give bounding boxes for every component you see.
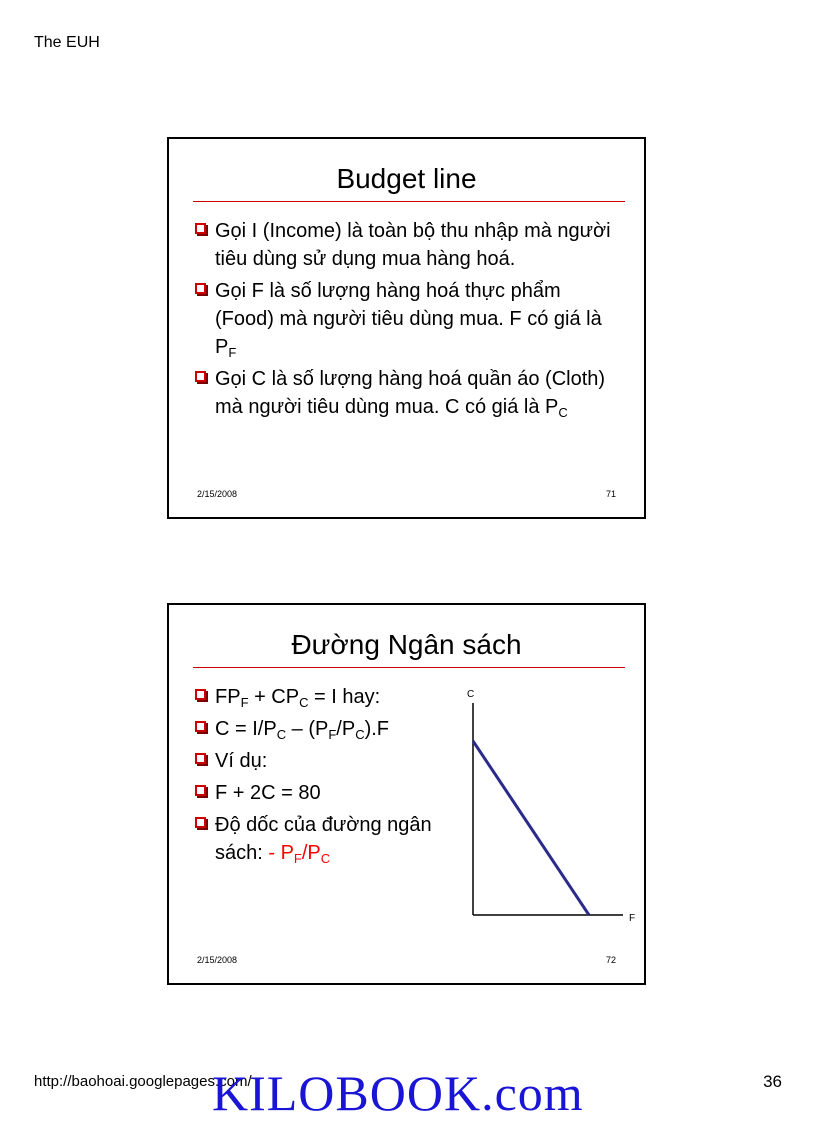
- slide-budget-line: [167, 137, 646, 519]
- slide-date: 2/15/2008: [197, 955, 238, 965]
- square-bullet-icon: [195, 817, 206, 828]
- budget-line: [473, 741, 589, 915]
- bullet-item: $FP_F + CP_C = I$ hay:: [195, 683, 455, 711]
- watermark-logo: KILOBOOK.com: [212, 1065, 584, 1121]
- bullet-list: [195, 683, 455, 871]
- x-axis-label: F: [629, 913, 636, 924]
- square-bullet-icon: [195, 371, 206, 382]
- footer-url: http://baohoai.googlepages.com/: [34, 1073, 252, 1090]
- slide-budget-line-vn: [167, 603, 646, 985]
- bullet-item: Gọi F là số lượng hàng hoá thực phẩm (Food) mà người tiêu dùng mua. F có giá là $P_F$: [195, 277, 625, 361]
- title-divider: [193, 667, 625, 668]
- slope-formula: - $P_F/P_C$: [268, 842, 331, 866]
- bullet-list: [195, 217, 625, 425]
- bullet-item: Ví dụ:: [195, 747, 455, 775]
- slide-title: Budget line: [336, 163, 477, 194]
- page-number: 36: [763, 1072, 782, 1091]
- square-bullet-icon: [195, 223, 206, 234]
- bullet-item: F + 2C = 80: [195, 779, 455, 807]
- square-bullet-icon: [195, 721, 206, 732]
- square-bullet-icon: [195, 785, 206, 796]
- budget-line-graph: [459, 681, 649, 931]
- y-axis-label: C: [467, 689, 475, 700]
- square-bullet-icon: [195, 753, 206, 764]
- slide-title: Đường Ngân sách: [291, 629, 522, 660]
- bullet-item: Độ dốc của đường ngân sách: - $P_F/P_C$: [195, 811, 455, 867]
- slide-date: 2/15/2008: [197, 489, 238, 499]
- square-bullet-icon: [195, 689, 206, 700]
- bullet-item: $C = I/P_C - (P_F/P_C).F$: [195, 715, 455, 743]
- title-divider: [193, 201, 625, 202]
- bullet-item: Gọi C là số lượng hàng hoá quần áo (Cloth) mà người tiêu dùng mua. C có giá là $P_C$: [195, 365, 625, 421]
- square-bullet-icon: [195, 283, 206, 294]
- slide-number: 71: [605, 489, 616, 499]
- bullet-item: Gọi I (Income) là toàn bộ thu nhập mà người tiêu dùng sử dụng mua hàng hoá.: [195, 217, 625, 273]
- page-header: The EUH: [34, 34, 100, 51]
- slide-number: 72: [605, 955, 616, 965]
